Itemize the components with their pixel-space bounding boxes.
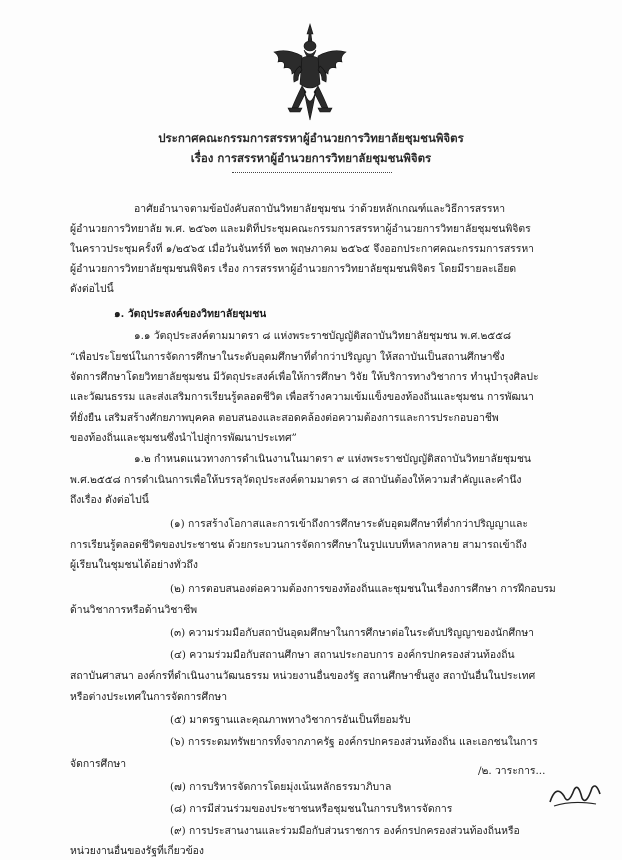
list-item: (๒) การตอบสนองต่อความต้องการของท้องถิ่นและชุมชนในเรื่องการศึกษา การฝึกอบรม	[170, 583, 556, 595]
title-divider	[232, 166, 392, 173]
announcement-title: ประกาศคณะกรรมการสรรหาผู้อำนวยการวิทยาลัยชุมชนพิจิตร	[158, 131, 464, 145]
list-item: การเรียนรู้ตลอดชีวิตของประชาชน ด้วยกระบวนการจัดการศึกษาในรูปแบบที่หลากหลาย สามารถเข้าถึง	[70, 539, 527, 551]
paragraph-line: “เพื่อประโยชน์ในการจัดการศึกษาในระดับอุดมศึกษาที่ต่ำกว่าปริญญา ให้สถาบันเป็นสถานศึกษาซึ่ง	[70, 351, 505, 363]
list-item: (๔) ความร่วมมือกับสถานศึกษา สถานประกอบการ องค์กรปกครองส่วนท้องถิ่น	[170, 649, 515, 661]
list-item: (๗) การบริหารจัดการโดยมุ่งเน้นหลักธรรมาภิบาล	[170, 781, 392, 793]
list-item: ด้านวิชาการหรือด้านวิชาชีพ	[70, 604, 198, 616]
intro-line: ผู้อำนวยการวิทยาลัยชุมชนพิจิตร เรื่อง การสรรหาผู้อำนวยการวิทยาลัยชุมชนพิจิตร โดยมีรายละเอียด	[70, 263, 517, 275]
list-item: (๑) การสร้างโอกาสและการเข้าถึงการศึกษาระดับอุดมศึกษาที่ต่ำกว่าปริญญาและ	[170, 518, 528, 530]
list-item: (๘) การมีส่วนร่วมของประชาชนหรือชุมชนในการบริหารจัดการ	[170, 803, 453, 815]
paragraph-line: ที่ยั่งยืน เสริมสร้างศักยภาพบุคคล ตอบสนองและสอดคล้องต่อความต้องการและการประกอบอาชีพ	[70, 412, 499, 424]
paragraph-line: จัดการศึกษาโดยวิทยาลัยชุมชน มีวัตถุประสงค์เพื่อให้การศึกษา วิจัย ให้บริการทางวิชาการ ทำนุบำรุงศิลปะ	[70, 371, 539, 383]
list-item: หน่วยงานอื่นของรัฐที่เกี่ยวข้อง	[70, 845, 204, 857]
paragraph-line: ๑.๑ วัตถุประสงค์ตามมาตรา ๘ แห่งพระราชบัญญัติสถาบันวิทยาลัยชุมชน พ.ศ.๒๕๕๘	[134, 330, 512, 342]
paragraph-line: พ.ศ.๒๕๕๘ การดำเนินการเพื่อให้บรรลุวัตถุประสงค์ตามมาตรา ๘ สถาบันต้องให้ความสำคัญและคำนึง	[70, 474, 522, 486]
paragraph-line: ของท้องถิ่นและชุมชนซึ่งนำไปสู่การพัฒนาประเทศ”	[70, 432, 297, 444]
paragraph-line: ๑.๒ กำหนดแนวทางการดำเนินงานในมาตรา ๙ แห่งพระราชบัญญัติสถาบันวิทยาลัยชุมชน	[134, 453, 532, 465]
list-item: หรือต่างประเทศในการจัดการศึกษา	[70, 691, 228, 703]
handwritten-signature-icon	[546, 776, 602, 812]
intro-line: อาศัยอำนาจตามข้อบังคับสถาบันวิทยาลัยชุมชน ว่าด้วยหลักเกณฑ์และวิธีการสรรหา	[134, 203, 506, 215]
section-heading: ๑. วัตถุประสงค์ของวิทยาลัยชุมชน	[114, 308, 267, 320]
list-item: (๓) ความร่วมมือกับสถาบันอุดมศึกษาในการศึกษาต่อในระดับปริญญาของนักศึกษา	[170, 627, 535, 639]
intro-line: ดังต่อไปนี้	[70, 283, 114, 295]
paragraph-line: ถึงเรื่อง ดังต่อไปนี้	[70, 494, 149, 506]
garuda-emblem-icon	[270, 22, 350, 124]
list-item: จัดการศึกษา	[70, 758, 127, 770]
list-item: (๖) การระดมทรัพยากรทั้งจากภาครัฐ องค์กรปกครองส่วนท้องถิ่น และเอกชนในการ	[170, 736, 538, 748]
intro-line: ในคราวประชุมครั้งที่ ๑/๒๕๖๕ เมื่อวันจันทร์ที่ ๒๓ พฤษภาคม ๒๕๖๕ จึงออกประกาศคณะกรรมการสรรหา	[70, 243, 535, 255]
list-item: ผู้เรียนในชุมชนได้อย่างทั่วถึง	[70, 559, 198, 571]
continuation-reference: /๒. วาระการ...	[478, 765, 546, 777]
list-item: (๕) มาตรฐานและคุณภาพทางวิชาการอันเป็นที่ยอมรับ	[170, 714, 411, 726]
list-item: สถาบันศาสนา องค์กรที่ดำเนินงานวัฒนธรรม หน่วยงานอื่นของรัฐ สถานศึกษาชั้นสูง สถาบันอื่นในประเทศ	[70, 670, 536, 682]
announcement-subject: เรื่อง การสรรหาผู้อำนวยการวิทยาลัยชุมชนพิจิตร	[190, 151, 432, 165]
paragraph-line: และวัฒนธรรม และส่งเสริมการเรียนรู้ตลอดชีวิต เพื่อสร้างความเข้มแข็งของท้องถิ่นและชุมชน การพัฒนา	[70, 391, 534, 403]
list-item: (๙) การประสานงานและร่วมมือกับส่วนราชการ องค์กรปกครองส่วนท้องถิ่นหรือ	[170, 825, 520, 837]
intro-line: ผู้อำนวยการวิทยาลัย พ.ศ. ๒๕๖๓ และมติที่ประชุมคณะกรรมการสรรหาผู้อำนวยการวิทยาลัยชุมชนพิจิตร	[70, 223, 531, 235]
